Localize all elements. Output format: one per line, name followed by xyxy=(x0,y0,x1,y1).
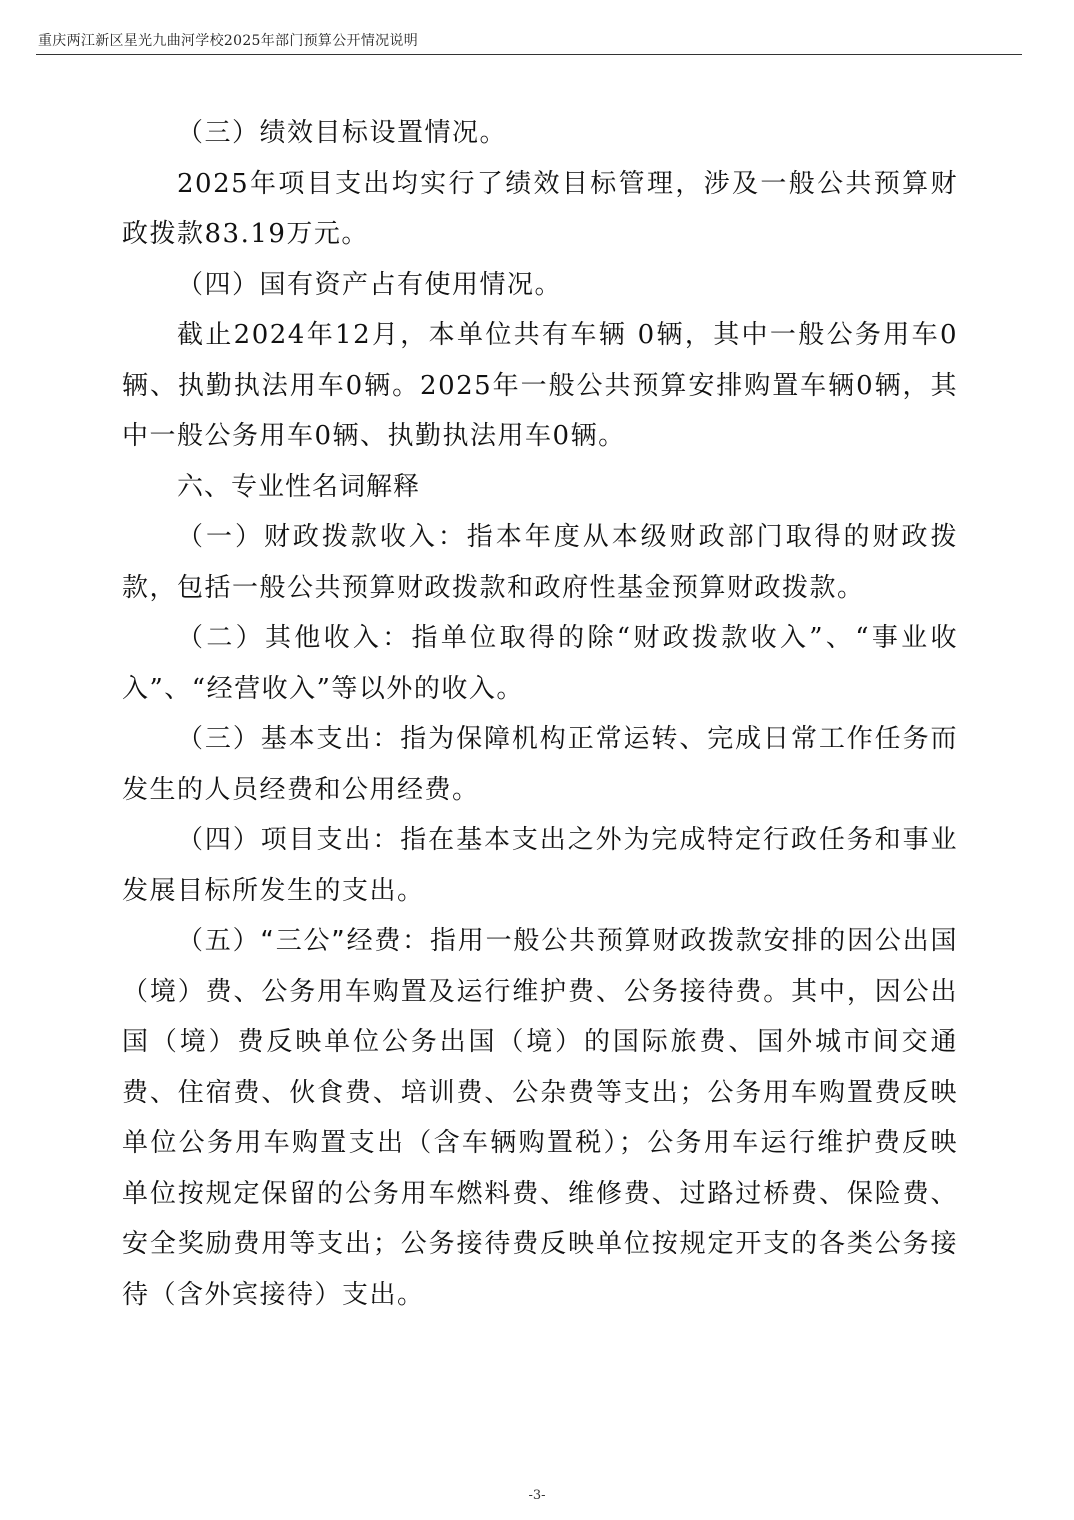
section-4-heading: （四）国有资产占有使用情况。 xyxy=(177,269,563,300)
header-divider xyxy=(36,54,1022,55)
glossary-item xyxy=(122,512,958,613)
section-3-heading: （三）绩效目标设置情况。 xyxy=(177,118,508,148)
glossary-desc: 指为保障机构正常运转、完成日常工作任务而发生的人员经费和公用经费。 xyxy=(122,724,958,805)
glossary-title: 六、专业性名词解释 xyxy=(177,471,421,502)
page-header: 重庆两江新区星光九曲河学校2025年部门预算公开情况说明 xyxy=(38,33,419,49)
page-number: -3- xyxy=(528,1488,546,1503)
glossary-desc: 指在基本支出之外为完成特定行政任务和事业发展目标所发生的支出。 xyxy=(122,825,958,906)
section-4-text: 截止2024年12月，本单位共有车辆 0辆，其中一般公务用车0辆、执勤执法用车0辆。2025年一般公共预算安排购置车辆0辆，其中一般公务用车0辆、执勤执法用车0辆。 xyxy=(122,320,958,451)
glossary-term: （三）基本支出： xyxy=(177,724,401,754)
glossary-term: （一）财政拨款收入： xyxy=(177,522,467,552)
section-3-text: 2025年项目支出均实行了绩效目标管理，涉及一般公共预算财政拨款83.19万元。 xyxy=(122,168,958,249)
glossary-desc: 指本年度从本级财政部门取得的财政拨款，包括一般公共预算财政拨款和政府性基金预算财政拨款。 xyxy=(122,522,958,603)
glossary-item xyxy=(122,916,958,1320)
glossary-item xyxy=(122,613,958,714)
glossary-term: （五）“三公”经费： xyxy=(177,926,430,956)
glossary-desc: 指单位取得的除“财政拨款收入”、“事业收入”、“经营收入”等以外的收入。 xyxy=(122,623,958,704)
glossary-item xyxy=(122,815,958,916)
glossary-desc: 指用一般公共预算财政拨款安排的因公出国（境）费、公务用车购置及运行维护费、公务接待费。其中，因公出国（境）费反映单位公务出国（境）的国际旅费、国外城市间交通费、住宿费、伙食费、培训费、公杂费等支出；公务用车购置费反映单位公务用车购置支出（含车辆购置税）；公务用车运行维护费反映单位按规定保留的公务用车燃料费、维修费、过路过桥费、保险费、安全奖励费用等支出；公务接待费反映单位按规定开支的各类公务接待（含外宾接待）支出。 xyxy=(122,926,958,1310)
glossary-term: （二）其他收入： xyxy=(177,623,412,653)
document-body xyxy=(122,108,958,1320)
glossary-term: （四）项目支出： xyxy=(177,825,401,855)
glossary-item xyxy=(122,714,958,815)
